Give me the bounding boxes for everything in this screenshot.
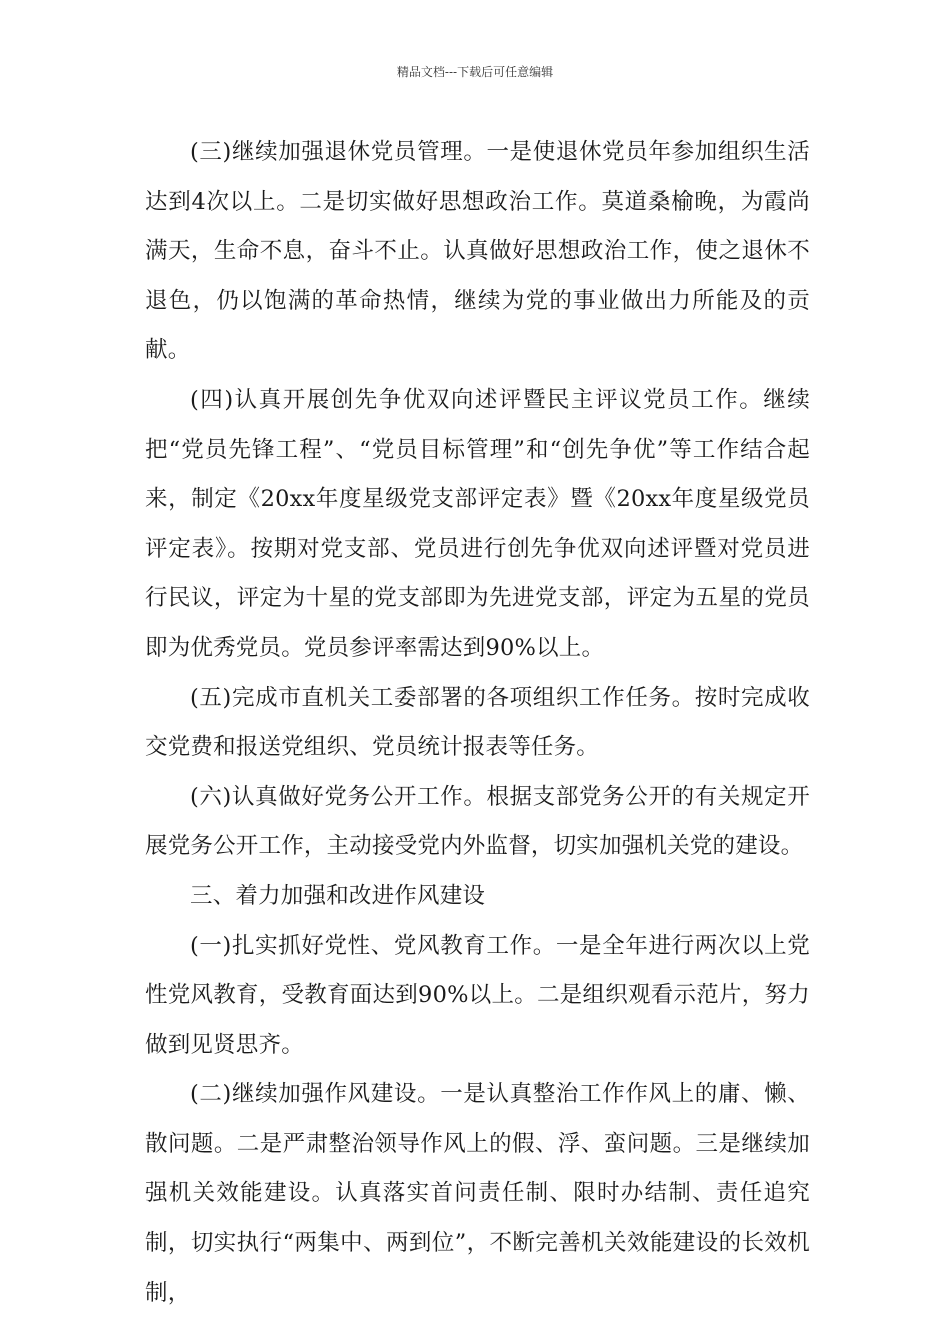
paragraph-organization-tasks: (五)完成市直机关工委部署的各项组织工作任务。按时完成收交党费和报送党组织、党员统计报表等任务。 [145,684,810,761]
paragraph-work-style-building: (二)继续加强作风建设。一是认真整治工作作风上的庸、懒、散问题。二是严肃整治领导作风上的假、浮、蛮问题。三是继续加强机关效能建设。认真落实首问责任制、限时办结制、责任追究制，切实执行“两集中、两到位”，不断完善机关效能建设的长效机制， [145,1081,810,1306]
section-heading-work-style: 三、着力加强和改进作风建设 [190,882,486,909]
document-body [145,128,810,1318]
paragraph-retired-members: (三)继续加强退休党员管理。一是使退休党员年参加组织生活达到4次以上。二是切实做好思想政治工作。莫道桑榆晚，为霞尚满天，生命不息，奋斗不止。认真做好思想政治工作，使之退休不退色，仍以饱满的革命热情，继续为党的事业做出力所能及的贡献。 [145,139,810,364]
paragraph-affairs-disclosure: (六)认真做好党务公开工作。根据支部党务公开的有关规定开展党务公开工作，主动接受党内外监督，切实加强机关党的建设。 [145,783,810,860]
paragraph-party-education: (一)扎实抓好党性、党风教育工作。一是全年进行两次以上党性党风教育，受教育面达到90%以上。二是组织观看示范片，努力做到见贤思齐。 [145,932,810,1058]
page-header: 精品文档---下载后可任意编辑 [396,65,554,79]
paragraph-dual-review: (四)认真开展创先争优双向述评暨民主评议党员工作。继续把“党员先锋工程”、“党员目标管理”和“创先争优”等工作结合起来，制定《20xx年度星级党支部评定表》暨《20xx年度星级党员评定表》。按期对党支部、党员进行创先争优双向述评暨对党员进行民议，评定为十星的党支部即为先进党支部，评定为五星的党员即为优秀党员。党员参评率需达到90%以上。 [145,386,810,661]
